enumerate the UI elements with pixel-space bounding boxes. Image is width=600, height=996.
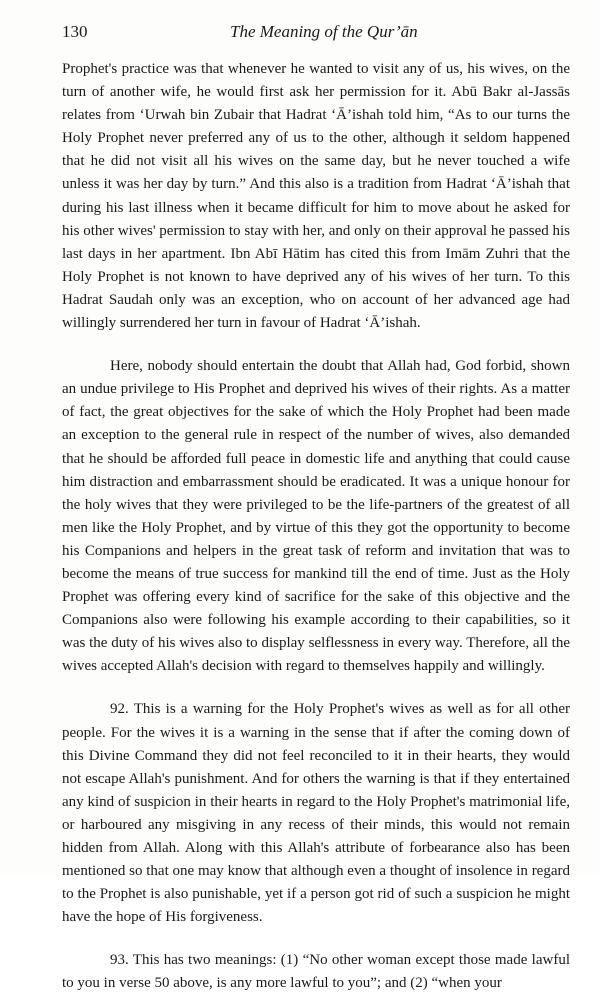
note-93: 93. This has two meanings: (1) “No other woman except those made lawful to you in verse 50 above, is any more lawful to you”; and (2) “when your (62, 952, 570, 992)
page-header (62, 22, 570, 46)
note-92: 92. This is a warning for the Holy Prophet's wives as well as for all other people. For the wives it is a warning in the sense that if after the coming down of this Divine Command they did not feel reconciled to it in their hearts, they would not escape Allah's punishment. And for others the warning is that if they entertained any kind of suspicion in their hearts in regard to the Holy Prophet's matrimonial life, or harboured any misgiving in any recess of their minds, this would not remain hidden from Allah. Along with this Allah's attribute of forbearance also has been mentioned so that one may know that although even a thought of insolence in regard to the Prophet is also punishable, yet if a person got rid of such a suspicion he might have the hope of His forgiveness. (62, 701, 570, 926)
paragraph-commentary: Here, nobody should entertain the doubt that Allah had, God forbid, shown an undue privilege to His Prophet and deprived his wives of their rights. As a matter of fact, the great objectives for the sake of which the Holy Prophet had been made an exception to the general rule in respect of the number of wives, also demanded that he should be afforded full peace in domestic life and anything that could cause him distraction and embarrassment should be eradicated. It was a unique honour for the holy wives that they were privileged to be the life-partners of the greatest of all men like the Holy Prophet, and by virtue of this they got the opportunity to become his Companions and helpers in the great task of reform and invitation that was to become the means of true success for mankind till the end of time. Just as the Holy Prophet was offering every kind of sacrifice for the sake of this objective and the Companions also were following his example according to their capabilities, so it was the duty of his wives also to display selflessness in every way. Therefore, all the wives accepted Allah's decision with regard to themselves happily and willingly. (62, 358, 570, 675)
page-number: 130 (62, 22, 88, 41)
paragraph-continued: Prophet's practice was that whenever he wanted to visit any of us, his wives, on the turn of another wife, he would first ask her permission for it. Abū Bakr al-Jassās relates from ‘Urwah bin Zubair that Hadrat ‘Ā’ishah told him, “As to our turns the Holy Prophet never preferred any of us to the other, although it seldom happened that he did not visit all his wives on the same day, but he never touched a wife unless it was her day by turn.” And this also is a tradition from Hadrat ‘Ā’ishah that during his last illness when it became difficult for him to move about he asked for his other wives' permission to stay with her, and only on their approval he passed his last days in her apartment. Ibn Abī Hātim has cited this from Imām Zuhri that the Holy Prophet is not known to have deprived any of his wives of her turn. To this Hadrat Saudah only was an exception, who on account of her advanced age had willingly surrendered her turn in favour of Hadrat ‘Ā’ishah. (62, 61, 570, 332)
page-body (62, 58, 570, 996)
running-title: The Meaning of the Qur’ān (230, 22, 418, 41)
